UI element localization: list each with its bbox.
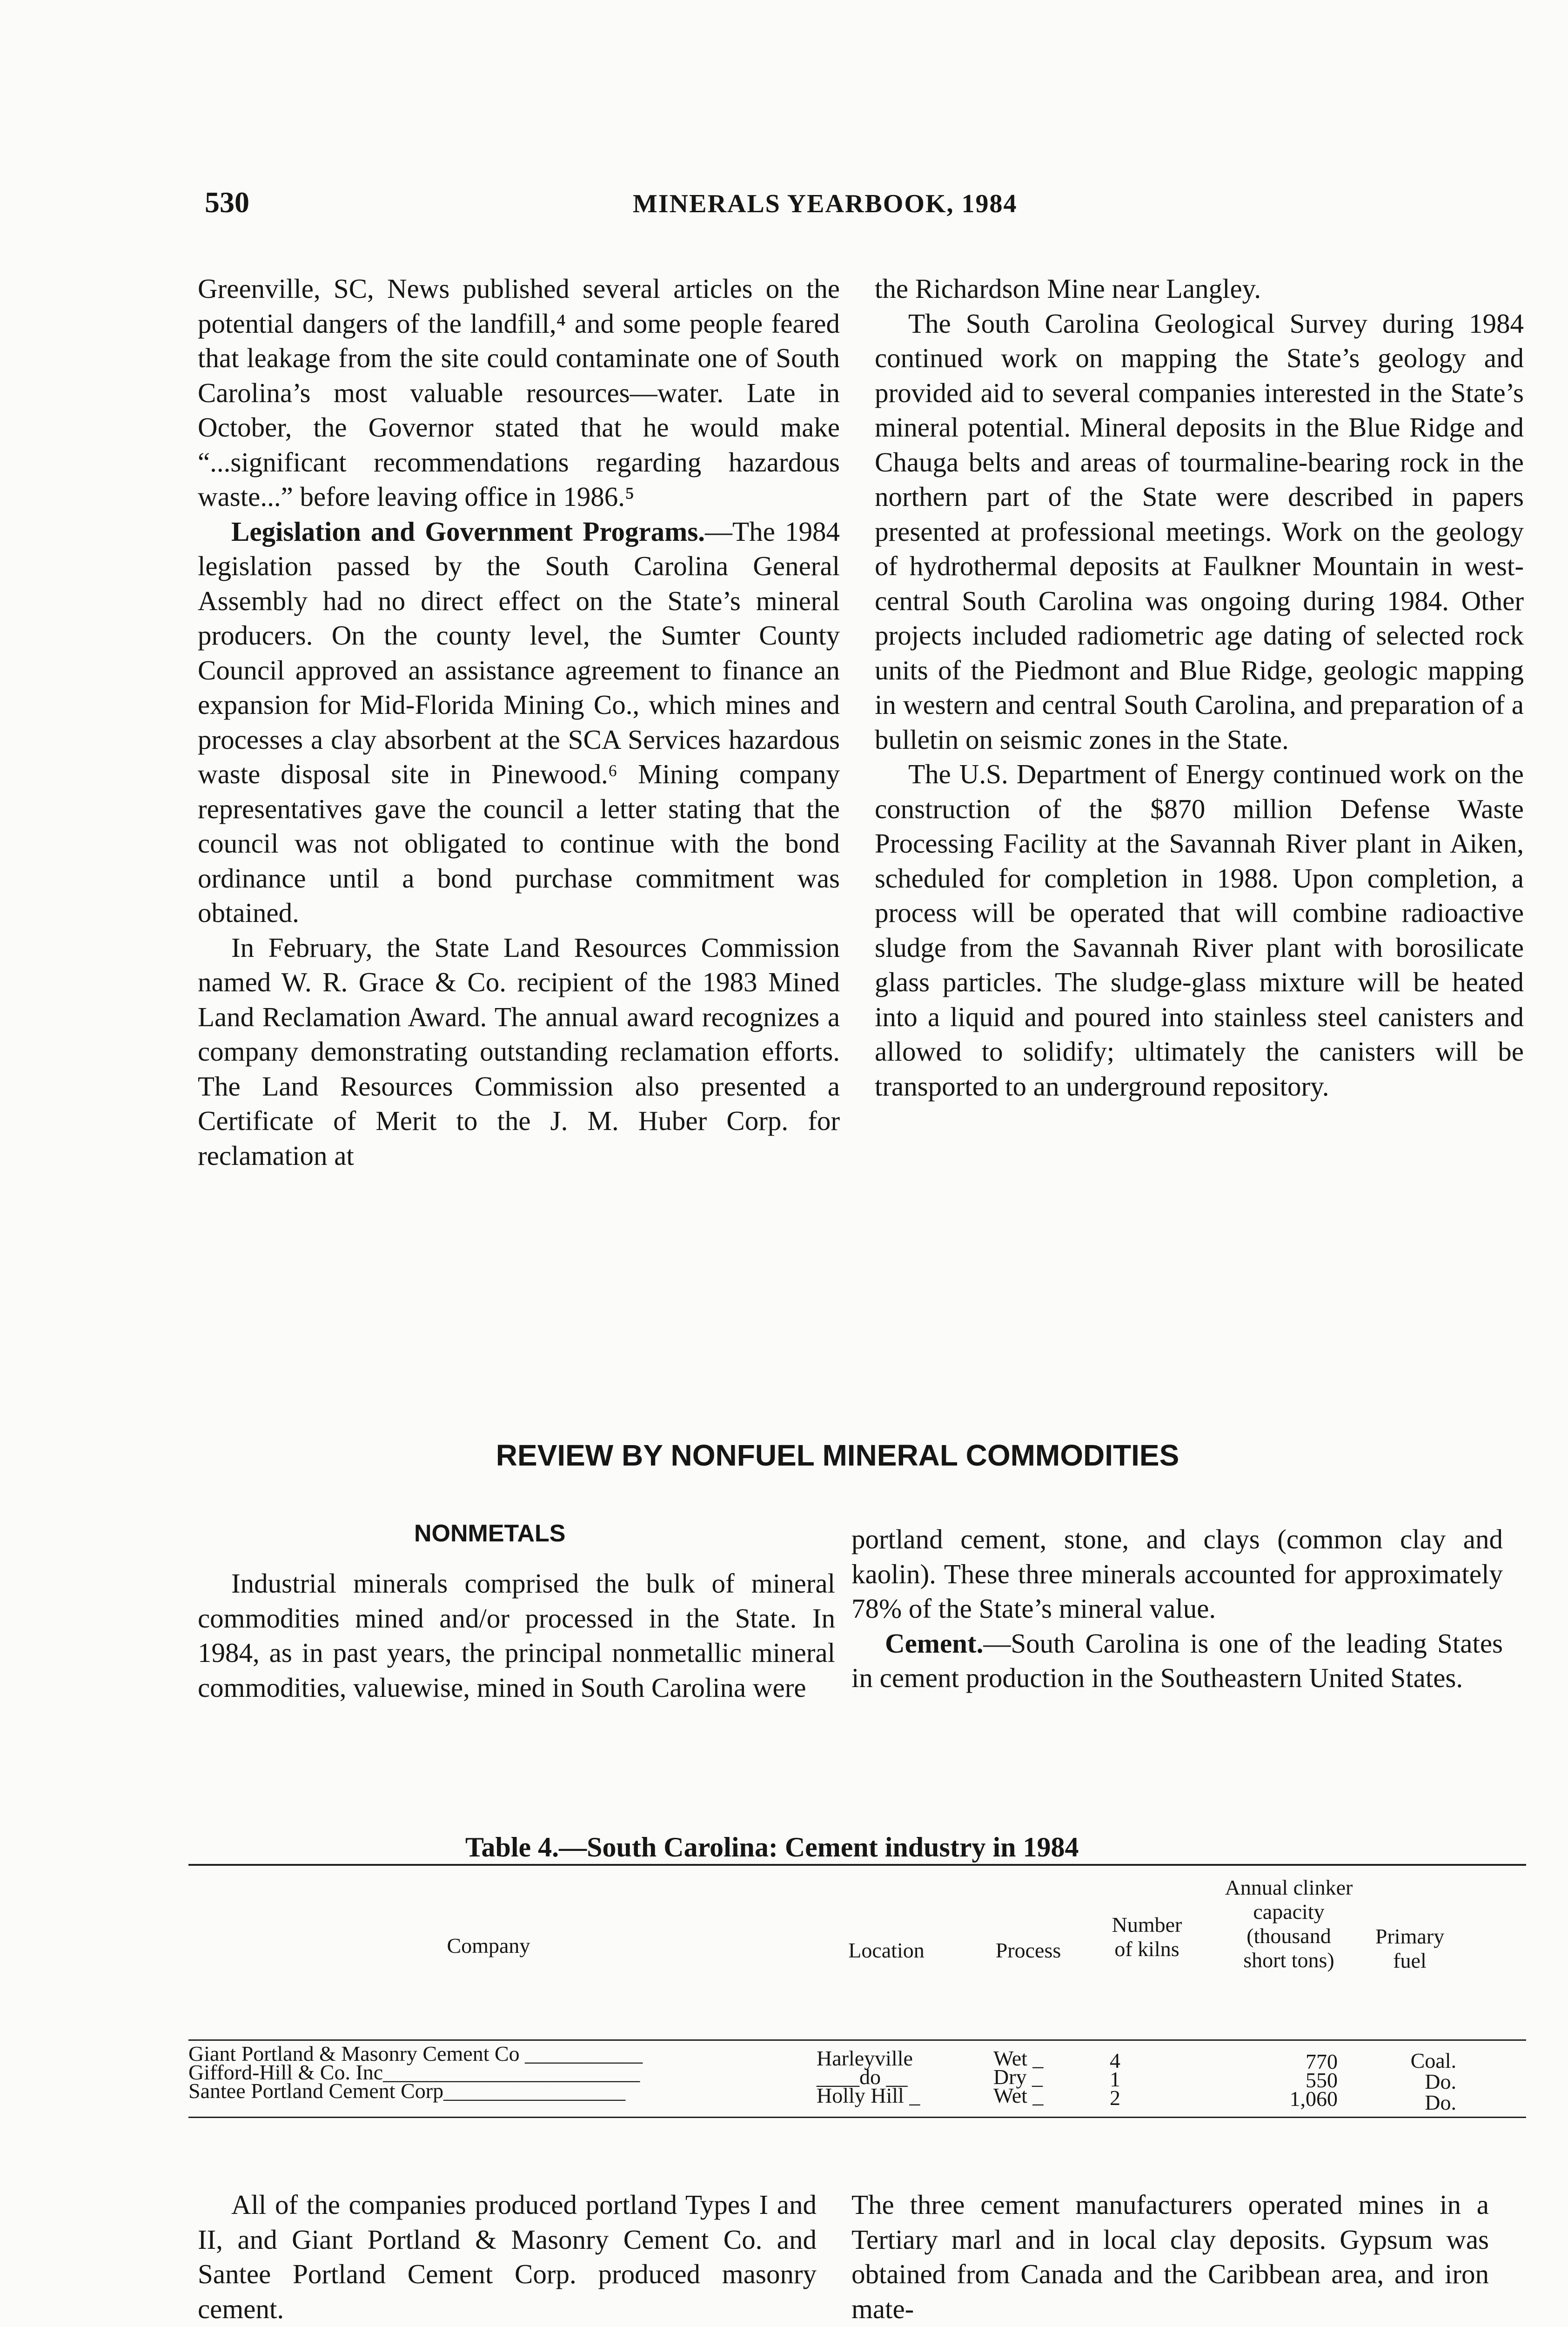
paragraph-department-energy: The U.S. Department of Energy continued work on the construction of the $870 million Defense Waste Processing Facility at the Savannah River plant in Aiken, scheduled for completion in 1988. Upon completion, a process will be operated that will combine radioactive sludge from the Savannah River plant with borosilicate glass particles. The sludge-glass mixture will be heated into a liquid and poured into stainless steel canisters and allowed to solidify; ultimately the canisters will be transported to an underground repository. <box>875 759 1524 1102</box>
row1-location: Harleyville <box>817 2046 913 2070</box>
paragraph-landfill: Greenville, SC, News published several articles on the potential dangers of the landfill,⁴ and some people feared that leakage from the site could contaminate one of South Carolina’s most valuable resources—water. Late in October, the Governor stated that he would make “...significant recommendations regarding hazardous waste...” before leaving office in 1986.⁵ <box>198 273 840 512</box>
row1-fuel: Coal. <box>1410 2049 1456 2072</box>
row1-company: Giant Portland & Masonry Cement Co ___________ <box>188 2042 643 2065</box>
run-in-heading-legislation: Legislation and Government Programs. <box>231 516 705 547</box>
header-fuel: Primary fuel <box>1375 1924 1445 1972</box>
header-location: Location <box>848 1938 925 1962</box>
row1-kilns: 4 <box>1110 2049 1120 2072</box>
paragraph-legislation: Legislation and Government Programs.—The 1984 legislation passed by the South Carolina General Assembly had no direct effect on the State’s mineral producers. On the county level, the Sumter County Council approved an assistance agreement to finance an expansion for Mid-Florida Mining Co., which mines and processes a clay absorbent at the SCA Services hazardous waste disposal site in Pinewood.⁶ Mining company representatives gave the council a letter stating that the council was not obligated to continue with the bond ordinance until a bond purchase commitment was obtained. <box>198 516 840 928</box>
paragraph-reclamation-award: In February, the State Land Resources Commission named W. R. Grace & Co. recipient of the 1983 Mined Land Reclamation Award. The annual award recognizes a company demonstrating outstanding reclamation efforts. The Land Resources Commission also presented a Certificate of Merit to the J. M. Huber Corp. for reclamation at <box>198 932 840 1171</box>
paragraph-richardson-mine: the Richardson Mine near Langley. <box>875 273 1261 304</box>
row2-location: ____do __ <box>817 2065 908 2089</box>
page-header <box>205 185 1135 222</box>
row2-capacity: 550 <box>1306 2068 1338 2092</box>
row3-capacity: 1,060 <box>1289 2087 1338 2111</box>
header-company: Company <box>447 1934 530 1957</box>
row2-company: Gifford-Hill & Co. Inc________________________ <box>188 2060 640 2084</box>
table-rule-bottom <box>188 2117 1526 2118</box>
row3-process: Wet _ <box>993 2084 1044 2107</box>
table-rule-top <box>188 1864 1526 1866</box>
column-right-upper <box>875 271 1524 1103</box>
column-left-upper <box>198 271 840 1173</box>
table-rule-middle <box>188 2039 1526 2041</box>
table-title: Table 4.—South Carolina: Cement industry in 1984 <box>465 1832 1079 1863</box>
row2-process: Dry _ <box>993 2065 1043 2089</box>
running-title: MINERALS YEARBOOK, 1984 <box>633 189 1018 218</box>
header-kilns: Number of kilns <box>1112 1913 1182 1961</box>
row1-process: Wet _ <box>993 2046 1044 2070</box>
row3-fuel: Do. <box>1425 2091 1456 2114</box>
column-left-middle <box>198 1566 835 1705</box>
paragraph-principal-minerals: portland cement, stone, and clays (common clay and kaolin). These three minerals accounted for approximately 78% of the State’s mineral value. <box>851 1524 1503 1624</box>
row3-location: Holly Hill _ <box>817 2084 920 2107</box>
row2-fuel: Do. <box>1425 2070 1456 2093</box>
row3-kilns: 2 <box>1110 2086 1120 2110</box>
row1-capacity: 770 <box>1306 2050 1338 2073</box>
paragraph-industrial-minerals: Industrial minerals comprised the bulk of mineral commodities mined and/or processed in the State. In 1984, as in past years, the principal nonmetallic mineral commodities, valuewise, mined in South Carolina were <box>198 1568 835 1703</box>
subheading-nonmetals: NONMETALS <box>414 1520 566 1547</box>
paragraph-companies-produced: All of the companies produced portland Types I and II, and Giant Portland & Masonry Cement Co. and Santee Portland Cement Corp. produced masonry cement. <box>198 2189 817 2324</box>
paragraph-manufacturers-mines: The three cement manufacturers operated mines in a Tertiary marl and in local clay deposits. Gypsum was obtained from Canada and the Caribbean area, and iron mate- <box>851 2189 1489 2324</box>
column-right-middle <box>851 1522 1503 1695</box>
paragraph-cement: Cement.—South Carolina is one of the leading States in cement production in the Southeastern United States. <box>851 1628 1503 1693</box>
paragraph-geological-survey: The South Carolina Geological Survey during 1984 continued work on mapping the State’s geology and provided aid to several companies interested in the State’s mineral potential. Mineral deposits in the Blue Ridge and Chauga belts and areas of tourmaline-bearing rock in the northern part of the State were described in papers presented at professional meetings. Work on the geology of hydrothermal deposits at Faulkner Mountain in west-central South Carolina was ongoing during 1984. Other projects included radiometric age dating of selected rock units of the Piedmont and Blue Ridge, geologic mapping in western and central South Carolina, and preparation of a bulletin on seismic zones in the State. <box>875 308 1524 755</box>
row2-kilns: 1 <box>1110 2067 1120 2091</box>
page-number: 530 <box>205 186 249 219</box>
section-title: REVIEW BY NONFUEL MINERAL COMMODITIES <box>496 1439 1179 1472</box>
column-right-lower <box>851 2187 1489 2326</box>
header-process: Process <box>995 1938 1061 1962</box>
run-in-heading-cement: Cement. <box>885 1628 984 1659</box>
row3-company: Santee Portland Cement Corp_________________ <box>188 2079 626 2103</box>
header-capacity: Annual clinker capacity (thousand short tons) <box>1225 1876 1353 1972</box>
column-left-lower <box>198 2187 817 2326</box>
